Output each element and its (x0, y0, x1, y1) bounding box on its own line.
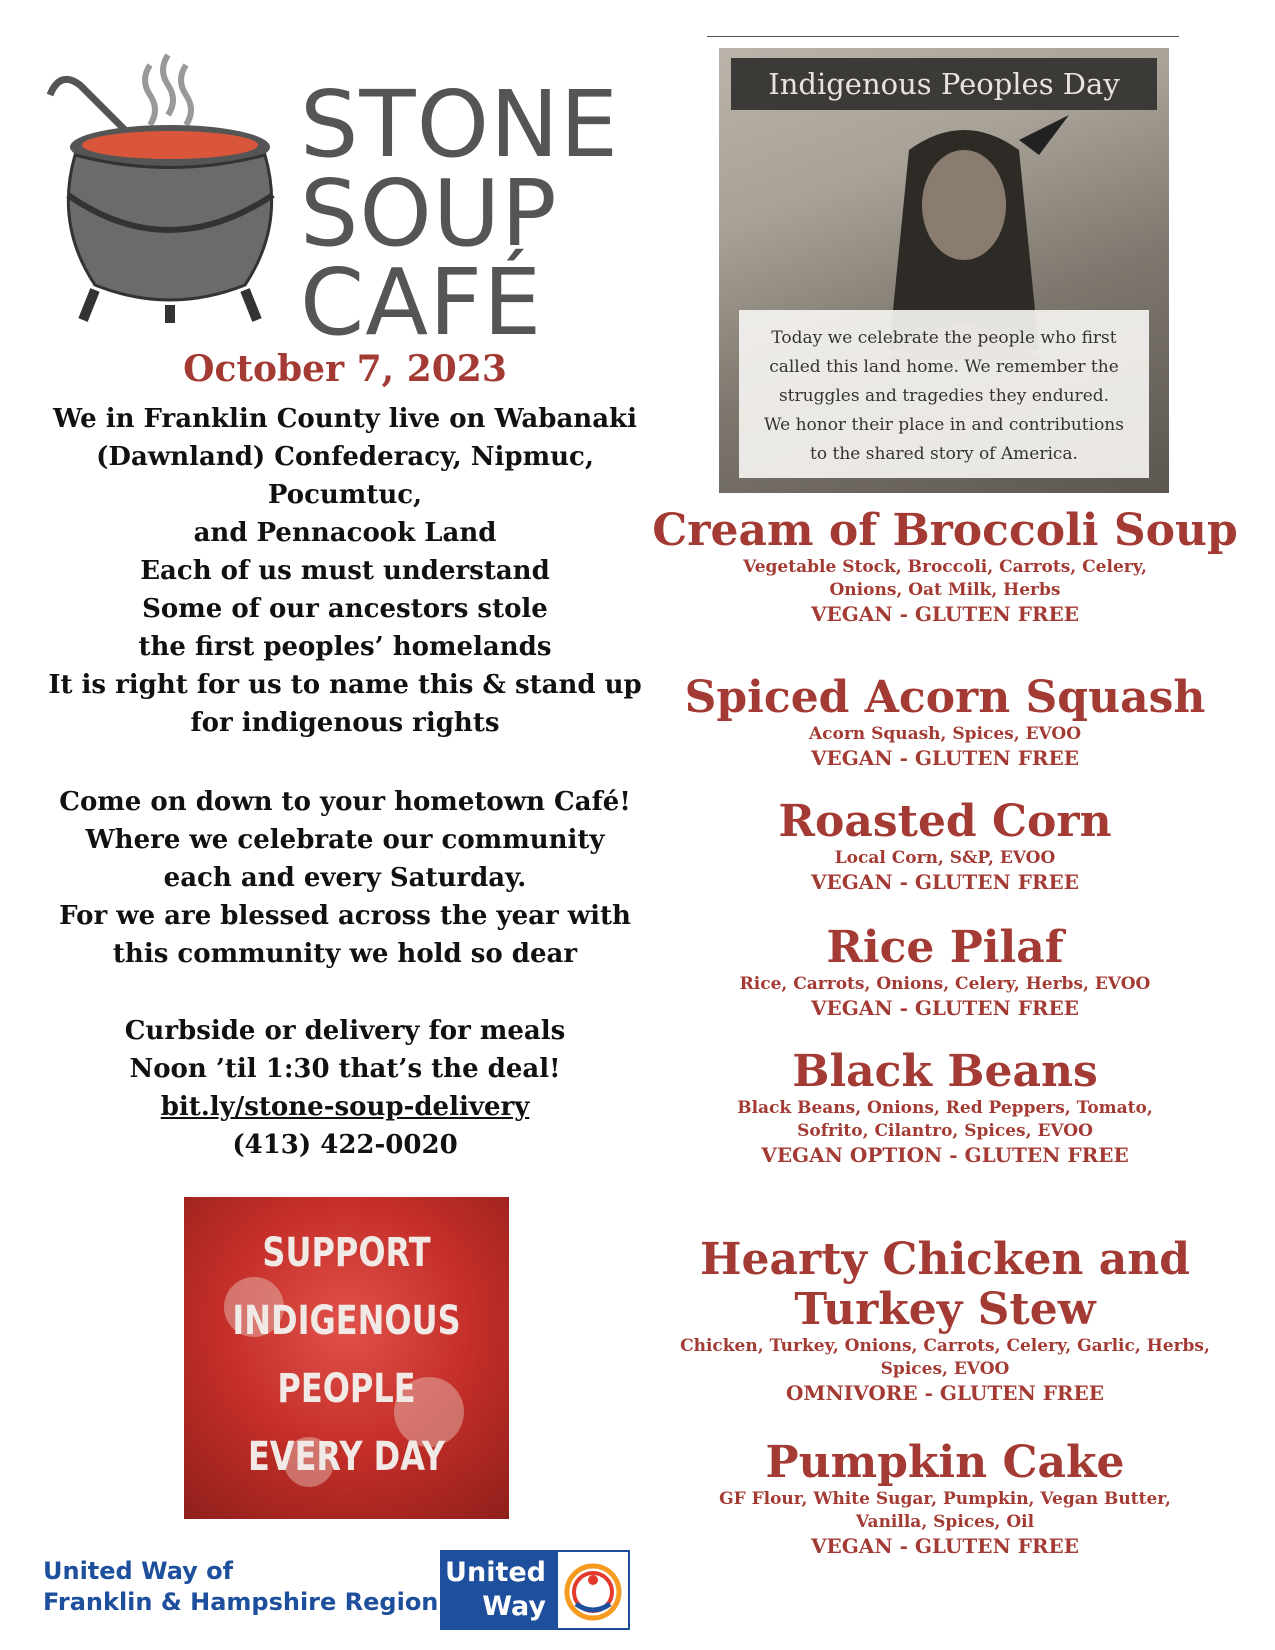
dish-ingredients: Black Beans, Onions, Red Peppers, Tomato, (737, 1098, 1153, 1118)
text-line: It is right for us to name this & stand up (48, 670, 642, 700)
text-line: Where we celebrate our community (85, 825, 605, 855)
dish-title: Black Beans (792, 1046, 1098, 1097)
text-line: We in Franklin County live on Wabanaki (53, 404, 637, 434)
text-line: the first peoples’ homelands (138, 632, 552, 662)
text-line: Curbside or delivery for meals (124, 1016, 566, 1046)
dish-title: Roasted Corn (778, 796, 1112, 847)
menu-item (650, 1047, 1240, 1168)
menu-item (650, 1235, 1240, 1406)
dish-diet-tag: OMNIVORE - GLUTEN FREE (785, 1381, 1105, 1405)
logo-line-soup: SOUP (300, 160, 558, 268)
united-way-logo (440, 1550, 630, 1630)
menu-item (650, 673, 1240, 771)
dish-ingredients: Onions, Oat Milk, Herbs (829, 580, 1061, 600)
event-date: October 7, 2023 (183, 348, 507, 390)
support-line: PEOPLE (277, 1366, 416, 1412)
dish-diet-tag: VEGAN - GLUTEN FREE (810, 996, 1080, 1020)
dish-ingredients: Acorn Squash, Spices, EVOO (808, 724, 1082, 744)
text-line: Some of our ancestors stole (142, 594, 548, 624)
dish-title: Turkey Stew (794, 1284, 1096, 1335)
uw-logo-emblem (556, 1550, 630, 1630)
support-line: INDIGENOUS (232, 1298, 461, 1344)
text-line: (Dawnland) Confederacy, Nipmuc, (96, 442, 594, 472)
support-indigenous-image (184, 1197, 509, 1519)
uw-line: Franklin & Hampshire Region (43, 1588, 439, 1616)
support-line: EVERY DAY (247, 1434, 446, 1480)
uw-line: United Way of (43, 1557, 234, 1585)
logo-wordmark (300, 71, 640, 357)
menu-item (650, 1438, 1240, 1559)
ipd-caption-line: We honor their place in and contributions (764, 415, 1124, 435)
text-line: Noon ’til 1:30 that’s the deal! (129, 1054, 561, 1084)
dish-title: Hearty Chicken and (699, 1234, 1191, 1285)
dish-ingredients: Local Corn, S&P, EVOO (834, 848, 1056, 868)
ipd-caption-line: called this land home. We remember the (769, 357, 1119, 377)
ipd-caption-line: struggles and tragedies they endured. (778, 386, 1110, 406)
top-divider (707, 36, 1179, 37)
text-line: For we are blessed across the year with (59, 901, 631, 931)
menu-item (650, 797, 1240, 895)
text-line: this community we hold so dear (112, 939, 578, 969)
logo-line-cafe: CAFÉ (300, 249, 543, 357)
ipd-caption-line: Today we celebrate the people who first (771, 328, 1117, 348)
united-way-text (43, 1556, 438, 1618)
land-acknowledgment (30, 400, 660, 742)
dish-title: Pumpkin Cake (765, 1437, 1125, 1488)
soup-pot-icon (40, 45, 300, 325)
ipd-caption-line: to the shared story of America. (810, 444, 1078, 464)
dish-diet-tag: VEGAN - GLUTEN FREE (810, 1534, 1080, 1558)
text-line: for indigenous rights (190, 708, 500, 738)
dish-diet-tag: VEGAN - GLUTEN FREE (810, 870, 1080, 894)
delivery-link[interactable]: bit.ly/stone-soup-delivery (160, 1092, 530, 1122)
text-line: Each of us must understand (140, 556, 550, 586)
uw-logo-line: United (445, 1557, 546, 1588)
dish-title: Spiced Acorn Squash (684, 672, 1206, 723)
dish-ingredients: Vanilla, Spices, Oil (855, 1512, 1035, 1532)
dish-diet-tag: VEGAN - GLUTEN FREE (810, 602, 1080, 626)
dish-diet-tag: VEGAN - GLUTEN FREE (810, 746, 1080, 770)
menu-item (650, 923, 1240, 1021)
delivery-info (30, 1012, 660, 1164)
dish-ingredients: Vegetable Stock, Broccoli, Carrots, Celery, (743, 557, 1147, 577)
dish-ingredients: Rice, Carrots, Onions, Celery, Herbs, EVOO (739, 974, 1151, 994)
dish-ingredients: GF Flour, White Sugar, Pumpkin, Vegan Butter, (719, 1489, 1171, 1509)
dish-title: Cream of Broccoli Soup (652, 505, 1238, 556)
indigenous-peoples-day-card (719, 48, 1169, 493)
dish-ingredients: Chicken, Turkey, Onions, Carrots, Celery, Garlic, Herbs, (680, 1336, 1210, 1356)
text-line: and Pennacook Land (193, 518, 497, 548)
text-line: each and every Saturday. (163, 863, 527, 893)
phone-number: (413) 422-0020 (232, 1130, 458, 1160)
text-line: Come on down to your hometown Café! (59, 787, 631, 817)
community-invite (30, 783, 660, 973)
logo-line-stone: STONE (300, 71, 619, 178)
uw-logo-line: Way (482, 1591, 546, 1622)
uw-logo-text (440, 1550, 556, 1630)
hand-rainbow-icon (558, 1552, 628, 1628)
dish-diet-tag: VEGAN OPTION - GLUTEN FREE (761, 1143, 1129, 1167)
support-text (217, 1219, 477, 1491)
dish-ingredients: Sofrito, Cilantro, Spices, EVOO (797, 1121, 1093, 1141)
ipd-header: Indigenous Peoples Day (731, 58, 1157, 110)
text-line: Pocumtuc, (267, 480, 423, 510)
dish-title: Rice Pilaf (826, 922, 1064, 973)
support-line: SUPPORT (262, 1230, 431, 1276)
ipd-caption (739, 310, 1149, 478)
dish-ingredients: Spices, EVOO (880, 1359, 1010, 1379)
menu-item (650, 506, 1240, 627)
